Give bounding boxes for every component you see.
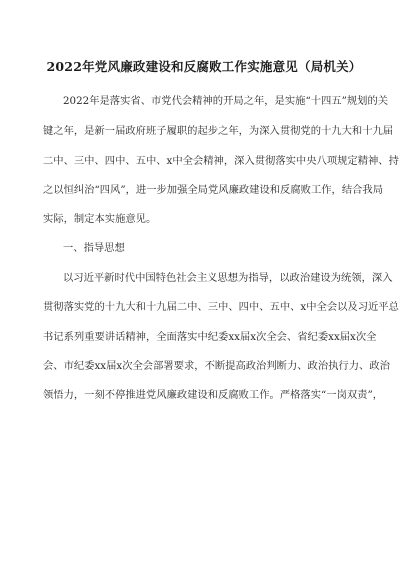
intro-line: 二中、三中、四中、五中、x中全会精神，深入贯彻落实中央八项规定精神、持 bbox=[43, 155, 399, 167]
document-title: 2022年党风廉政建设和反腐败工作实施意见（局机关） bbox=[46, 59, 362, 74]
section-line: 会、市纪委xx届x次全会部署要求，不断提高政治判断力、政治执行力、政治 bbox=[43, 360, 390, 372]
intro-line: 之以恒纠治“四风”，进一步加强全局党风廉政建设和反腐败工作，结合我局 bbox=[43, 184, 384, 196]
intro-line: 实际，制定本实施意见。 bbox=[43, 213, 157, 225]
section-line: 以习近平新时代中国特色社会主义思想为指导，以政治建设为统领，深入 bbox=[63, 272, 393, 284]
intro-line: 2022年是落实省、市党代会精神的开局之年，是实施“十四五”规划的关 bbox=[63, 95, 389, 107]
section-heading: 一、指导思想 bbox=[63, 242, 125, 254]
section-line: 贯彻落实党的十九大和十九届二中、三中、四中、五中、x中全会以及习近平总 bbox=[43, 301, 399, 313]
section-line: 书记系列重要讲话精神，全面落实中纪委xx届x次全会、省纪委xx届x次全 bbox=[43, 331, 377, 343]
intro-line: 键之年，是新一届政府班子履职的起步之年，为深入贯彻党的十九大和十九届 bbox=[43, 125, 394, 137]
section-line: 领悟力，一刻不停推进党风廉政建设和反腐败工作。严格落实“一岗双责”， bbox=[43, 389, 384, 401]
